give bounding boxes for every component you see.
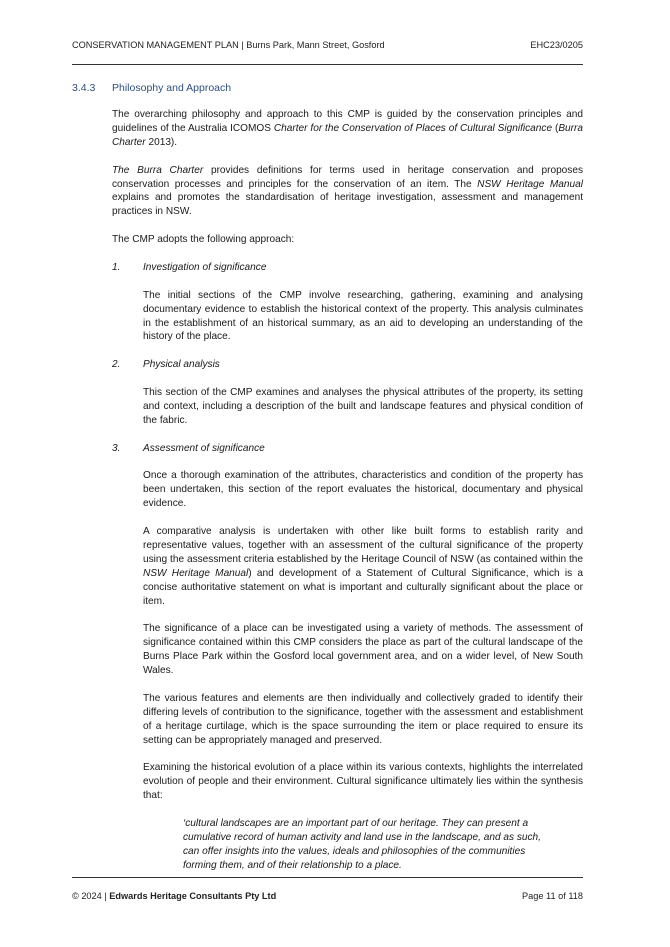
- item-text: Examining the historical evolution of a place within its various contexts, highlights the interrelated evolution of people and their environment. Cultural significance ultimately lies within the synthesis that:: [143, 762, 583, 802]
- item-title: Investigation of significance: [143, 261, 267, 273]
- text: ) and development of a Statement of Cultural Significance, which is a concise authoritative statement on what is important and culturally significant about the place or item.: [143, 567, 584, 607]
- burra-charter: Burra Charter: [112, 122, 583, 148]
- list-item: [112, 442, 583, 456]
- copyright: © 2024 |: [72, 891, 110, 901]
- document-title: CONSERVATION MANAGEMENT PLAN | Burns Park, Mann Street, Gosford: [72, 40, 385, 50]
- document-reference: EHC23/0205: [530, 40, 583, 50]
- footer-divider: [72, 877, 583, 878]
- company-name: Edwards Heritage Consultants Pty Ltd: [109, 891, 277, 901]
- text: A comparative analysis is undertaken with other like built forms to establish rarity and representative values, together with an assessment of the cultural significance of the property using the assessment criteria established by the Heritage Council of NSW (as contained within the: [143, 526, 583, 565]
- item-text: Once a thorough examination of the attributes, characteristics and condition of the property has been undertaken, this section of the report evaluates the historical, documentary and physical evidence.: [143, 470, 583, 510]
- heritage-manual: NSW Heritage Manual: [477, 178, 583, 190]
- body-content: [112, 108, 583, 887]
- section-title: Philosophy and Approach: [112, 82, 232, 94]
- item-text: This section of the CMP examines and analyses the physical attributes of the property, its setting and context, including a description of the built and landscape features and physical condition of the fabric.: [143, 387, 583, 426]
- item-text: The various features and elements are then individually and collectively graded to identify their differing levels of contribution to the significance, together with the assessment and establishment of a heritage curtilage, which is the space surrounding the item or place required to ensure its setting can be appropriately managed and preserved.: [143, 692, 583, 746]
- item-text: The significance of a place can be investigated using a variety of methods. The assessment of significance contained within this CMP considers the place as part of the cultural landscape of the Burns Place Park within the Gosford local government area, and on a wider level, of New South Wales.: [143, 623, 583, 677]
- block-quote: ‘cultural landscapes are an important part of our heritage. They can present a cumulative record of human activity and land use in the landscape, and as such, can offer insights into the values, ideals and philosophies of the communities forming them, and of their relationship to a place.: [183, 818, 541, 871]
- item-title: Assessment of significance: [143, 442, 265, 454]
- text: (: [552, 122, 559, 134]
- heritage-manual: NSW Heritage Manual: [143, 567, 249, 579]
- item-text: The initial sections of the CMP involve researching, gathering, examining and analysing documentary evidence to establish the historical context of the property. This analysis culminates in the establishment of an historical summary, as an aid to developing an understanding of the history of the place.: [143, 289, 583, 343]
- item-text: [143, 525, 583, 608]
- page-header: [72, 40, 583, 50]
- page-footer: [72, 891, 583, 901]
- footer-credit: [72, 891, 276, 901]
- item-number: 3.: [112, 442, 121, 454]
- item-number: 2.: [112, 359, 121, 371]
- paragraph-burra-charter: [112, 164, 583, 220]
- section-number: 3.4.3: [72, 82, 96, 94]
- list-item: [112, 261, 583, 275]
- paragraph-philosophy: [112, 108, 583, 150]
- item-title: Physical analysis: [143, 359, 220, 371]
- burra-charter: The Burra Charter: [112, 164, 204, 176]
- header-divider: [72, 64, 583, 65]
- section-heading: [72, 82, 231, 94]
- text: provides definitions for terms used in heritage conservation and proposes conservation processes and principles for the conservation of an item. The: [112, 164, 584, 190]
- charter-title: Charter for the Conservation of Places of Cultural Significance: [273, 122, 553, 134]
- page-number: Page 11 of 118: [522, 891, 583, 901]
- paragraph-approach: The CMP adopts the following approach:: [112, 234, 295, 246]
- item-number: 1.: [112, 261, 121, 273]
- text: 2013).: [145, 136, 178, 148]
- text: explains and promotes the standardisation of heritage investigation, assessment and management practices in NSW.: [112, 192, 583, 218]
- text: The overarching philosophy and approach to this CMP is guided by the conservation principles and guidelines of the Australia ICOMOS: [112, 109, 583, 134]
- list-item: [112, 358, 583, 372]
